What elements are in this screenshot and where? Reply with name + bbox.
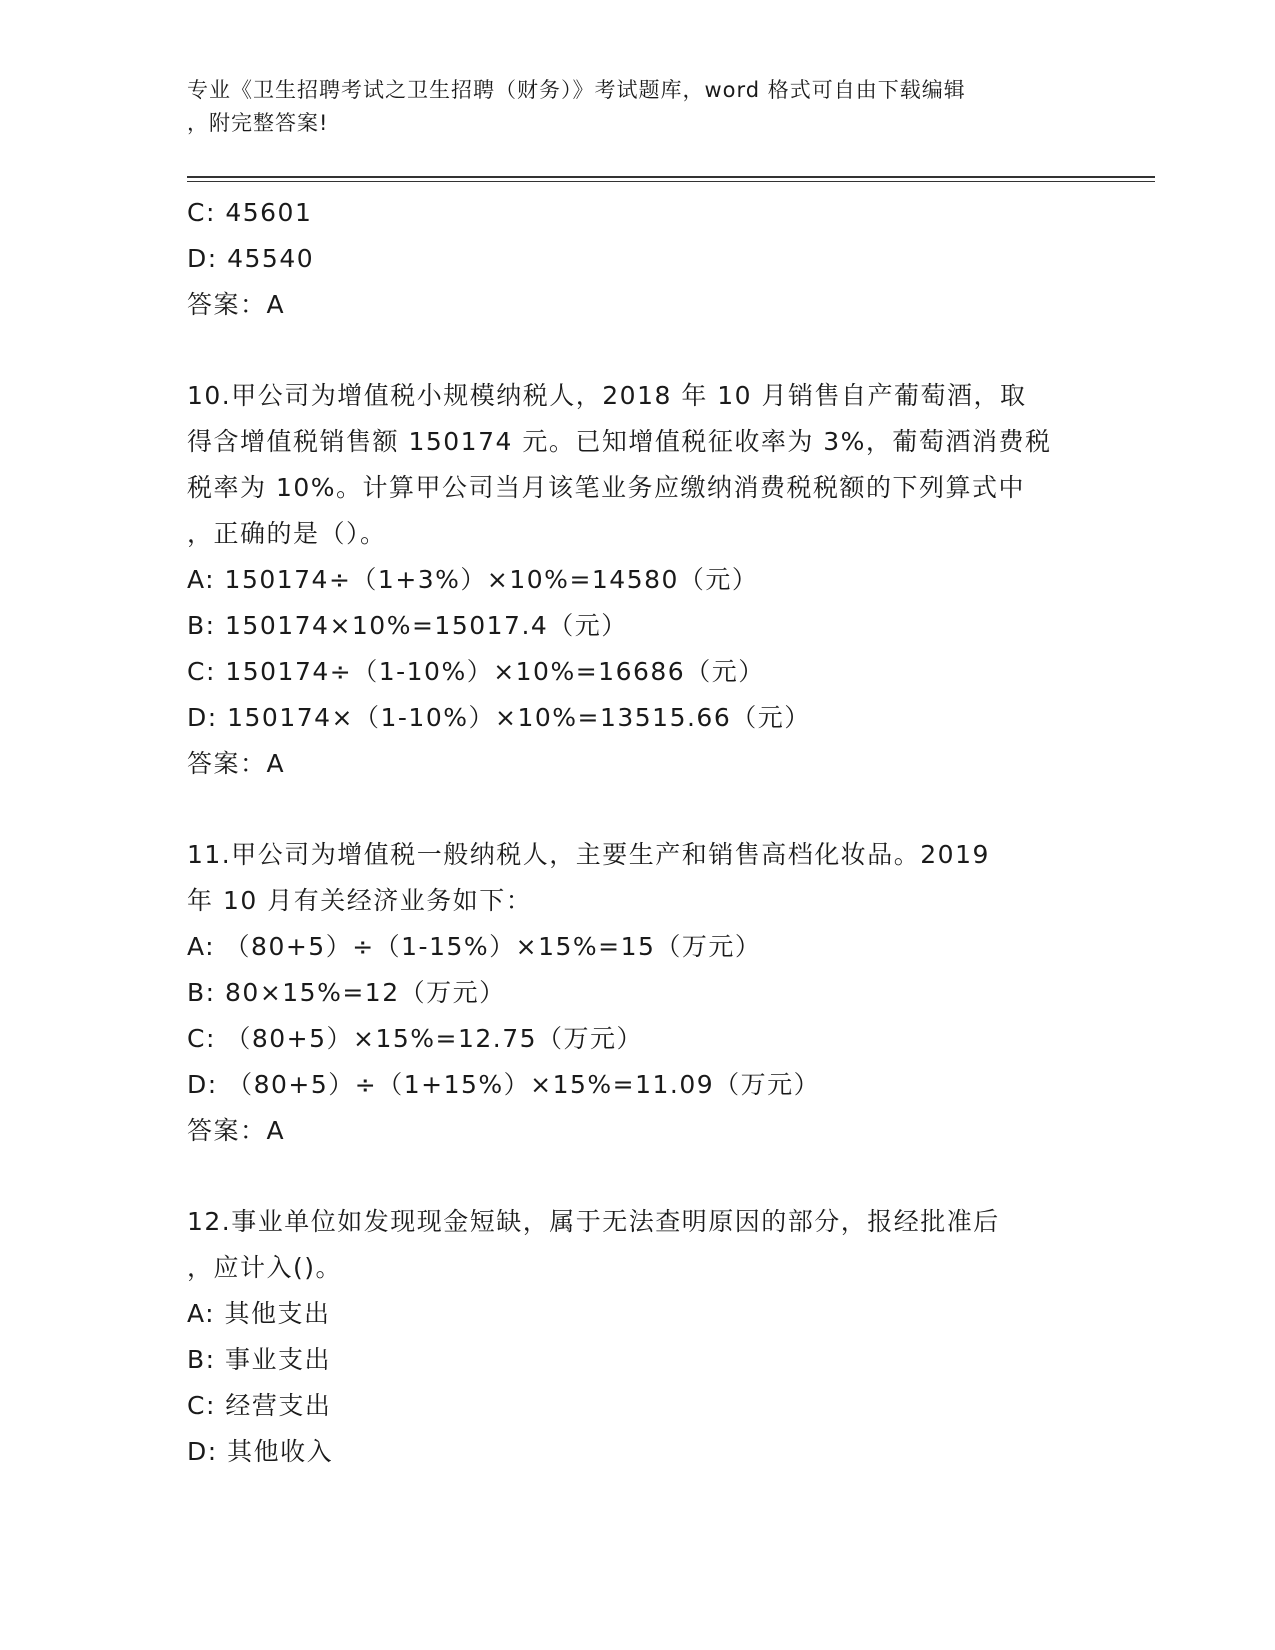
option-b: B: 事业支出 (187, 1345, 332, 1374)
question-text-line: 10.甲公司为增值税小规模纳税人，2018 年 10 月销售自产葡萄酒，取 (187, 381, 1027, 410)
question-text-line: ，正确的是（）。 (187, 519, 387, 548)
spacer (187, 787, 1087, 832)
question-10 (187, 373, 1087, 787)
option-b: B: 150174×10%=15017.4（元） (187, 611, 628, 640)
question-text-line: 11.甲公司为增值税一般纳税人，主要生产和销售高档化妆品。2019 (187, 840, 990, 869)
option-d: D: 45540 (187, 244, 315, 273)
answer: 答案：A (187, 290, 286, 319)
document-body (187, 190, 1087, 1475)
answer: 答案：A (187, 1116, 286, 1145)
option-d: D: （80+5）÷（1+15%）×15%=11.09（万元） (187, 1070, 821, 1099)
header-divider-top (187, 176, 1155, 178)
option-c: C: 150174÷（1-10%）×10%=16686（元） (187, 657, 765, 686)
option-d: D: 其他收入 (187, 1437, 334, 1466)
document-header (187, 74, 1087, 140)
option-d: D: 150174×（1-10%）×10%=13515.66（元） (187, 703, 811, 732)
option-c: C: 经营支出 (187, 1391, 332, 1420)
question-text-line: 税率为 10%。计算甲公司当月该笔业务应缴纳消费税税额的下列算式中 (187, 473, 1026, 502)
question-text-line: ，应计入()。 (187, 1253, 343, 1282)
question-12 (187, 1199, 1087, 1475)
spacer (187, 1154, 1087, 1199)
question-11 (187, 832, 1087, 1154)
prev-question (187, 190, 1087, 328)
option-c: C: （80+5）×15%=12.75（万元） (187, 1024, 644, 1053)
answer: 答案：A (187, 749, 286, 778)
option-b: B: 80×15%=12（万元） (187, 978, 506, 1007)
option-a: A: 其他支出 (187, 1299, 331, 1328)
question-text-line: 得含增值税销售额 150174 元。已知增值税征收率为 3%，葡萄酒消费税 (187, 427, 1052, 456)
question-text-line: 年 10 月有关经济业务如下： (187, 886, 533, 915)
header-divider-bottom (187, 181, 1155, 182)
option-c: C: 45601 (187, 198, 313, 227)
option-a: A: （80+5）÷（1-15%）×15%=15（万元） (187, 932, 762, 961)
header-line-2: ，附完整答案! (187, 111, 329, 135)
spacer (187, 328, 1087, 373)
header-line-1: 专业《卫生招聘考试之卫生招聘（财务）》考试题库，word 格式可自由下载编辑 (187, 78, 966, 102)
question-text-line: 12.事业单位如发现现金短缺，属于无法查明原因的部分，报经批准后 (187, 1207, 1000, 1236)
option-a: A: 150174÷（1+3%）×10%=14580（元） (187, 565, 759, 594)
